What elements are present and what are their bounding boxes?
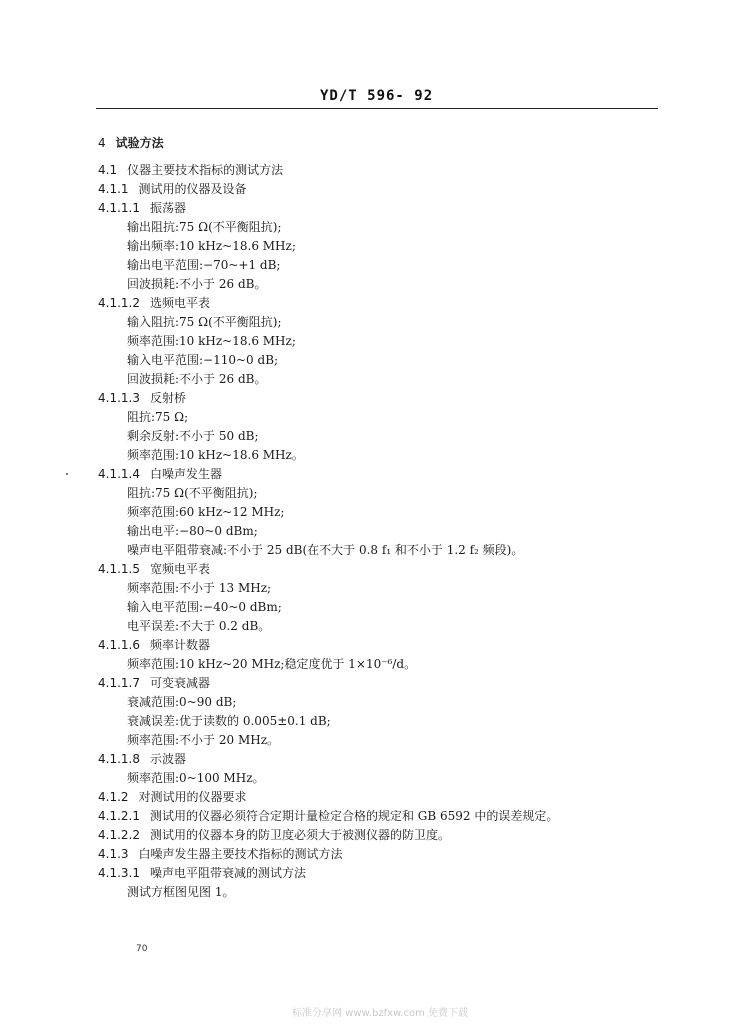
spec-line [127,504,284,520]
spec-line [127,656,416,672]
section-number: 4.1.1 [98,182,129,196]
spec-line [127,713,331,729]
standard-code-header: YD/T 596- 92 [320,88,434,104]
spec-text: 频率范围:10 kHz~20 MHz;稳定度优于 1×10⁻⁶/d。 [127,657,417,671]
spec-text: 频率范围:不小于 13 MHz; [127,581,272,595]
section-heading [98,637,210,653]
spec-text: 频率范围:不小于 20 MHz。 [127,733,280,747]
section-heading [98,162,283,178]
spec-line [127,618,270,634]
section-heading [98,295,210,311]
spec-text: 电平误差:不大于 0.2 dB。 [127,619,271,633]
section-heading [98,390,186,406]
section-number: 4.1.1.1 [98,201,140,215]
section-heading [98,675,210,691]
section-heading [98,808,558,824]
section-heading [98,789,247,805]
spec-line [127,599,282,615]
section-number: 4.1.1.5 [98,562,140,576]
spec-line [127,523,258,539]
section-title: 白噪声发生器主要技术指标的测试方法 [138,847,343,861]
section-number: 4.1 [98,163,118,177]
spec-line [127,257,280,273]
spec-text: 测试方框图见图 1。 [127,885,235,899]
section-number: 4.1.2 [98,790,129,804]
section-title: 反射桥 [149,391,186,405]
spec-text: 输入电平范围:−40~0 dBm; [127,600,282,614]
spec-line [127,314,281,330]
spec-line [127,371,266,387]
spec-line [127,694,236,710]
section-heading [98,181,247,197]
section-number: 4.1.2.1 [98,809,140,823]
spec-line [127,238,296,254]
spec-text: 频率范围:10 kHz~18.6 MHz。 [127,448,304,462]
section-number: 4.1.1.4 [98,467,140,481]
spec-line [127,276,266,292]
spec-text: 剩余反射:不小于 50 dB; [127,429,259,443]
section-title: 测试用的仪器及设备 [138,182,247,196]
section-title: 频率计数器 [149,638,210,652]
section-title: 对测试用的仪器要求 [138,790,247,804]
section-number: 4.1.3 [98,847,129,861]
section-number: 4.1.1.8 [98,752,140,766]
section-number: 4.1.1.7 [98,676,140,690]
section-title: 噪声电平阻带衰减的测试方法 [149,866,306,880]
section-number: 4.1.1.3 [98,391,140,405]
watermark-text: 标准分享网 www.bzfxw.com 免费下载 [292,1008,468,1019]
spec-text: 回波损耗:不小于 26 dB。 [127,372,267,386]
section-number: 4.1.2.2 [98,828,140,842]
spec-text: 衰减范围:0~90 dB; [127,695,237,709]
spec-text: 噪声电平阻带衰减:不小于 25 dB(在不大于 0.8 f₁ 和不小于 1.2 f₂ 频段)。 [127,543,524,557]
spec-line [127,352,278,368]
spec-line [127,485,257,501]
spec-line [127,428,259,444]
spec-line [127,770,265,786]
section-number: 4.1.1.6 [98,638,140,652]
spec-text: 输出频率:10 kHz~18.6 MHz; [127,239,296,253]
section-number: 4.1.1.2 [98,296,140,310]
section-title: 白噪声发生器 [149,467,222,481]
section-title: 仪器主要技术指标的测试方法 [127,163,284,177]
spec-line [127,580,271,596]
page-number: 70 [136,944,148,954]
spec-text: 输入阻抗:75 Ω(不平衡阻抗); [127,315,282,329]
spec-text: 输入电平范围:−110~0 dB; [127,353,279,367]
spec-line [127,542,523,558]
section-title: 测试用的仪器本身的防卫度必须大于被测仪器的防卫度。 [149,828,450,842]
section-heading [98,561,210,577]
spec-text: 输出阻抗:75 Ω(不平衡阻抗); [127,220,282,234]
section-number: 4.1.3.1 [98,866,140,880]
section-title: 宽频电平表 [149,562,210,576]
spec-text: 频率范围:0~100 MHz。 [127,771,265,785]
spec-line [127,219,281,235]
spec-line [127,884,234,900]
spec-text: 频率范围:60 kHz~12 MHz; [127,505,285,519]
spec-text: 衰减误差:优于读数的 0.005±0.1 dB; [127,714,331,728]
spec-text: 阻抗:75 Ω; [127,410,189,424]
section-heading [98,865,306,881]
section-heading [98,751,186,767]
spec-text: 输出电平范围:−70~+1 dB; [127,258,281,272]
spec-text: 输出电平:−80~0 dBm; [127,524,258,538]
section-title: 测试用的仪器必须符合定期计量检定合格的规定和 GB 6592 中的误差规定。 [149,809,559,823]
section-heading [98,200,186,216]
spec-line [127,409,188,425]
section-title: 示波器 [149,752,186,766]
spec-text: 频率范围:10 kHz~18.6 MHz; [127,334,296,348]
section-heading [98,466,222,482]
spec-line [127,333,296,349]
section-title: 可变衰减器 [149,676,210,690]
spec-line [127,732,279,748]
section-heading [98,135,164,151]
spec-text: 阻抗:75 Ω(不平衡阻抗); [127,486,258,500]
section-heading [98,846,343,862]
section-title: 振荡器 [149,201,186,215]
section-number: 4 [98,136,106,150]
section-title: 选频电平表 [149,296,210,310]
scan-speck [66,473,68,475]
section-title: 试验方法 [115,136,164,150]
spec-text: 回波损耗:不小于 26 dB。 [127,277,267,291]
header-divider [96,108,658,109]
section-heading [98,827,450,843]
spec-line [127,447,304,463]
